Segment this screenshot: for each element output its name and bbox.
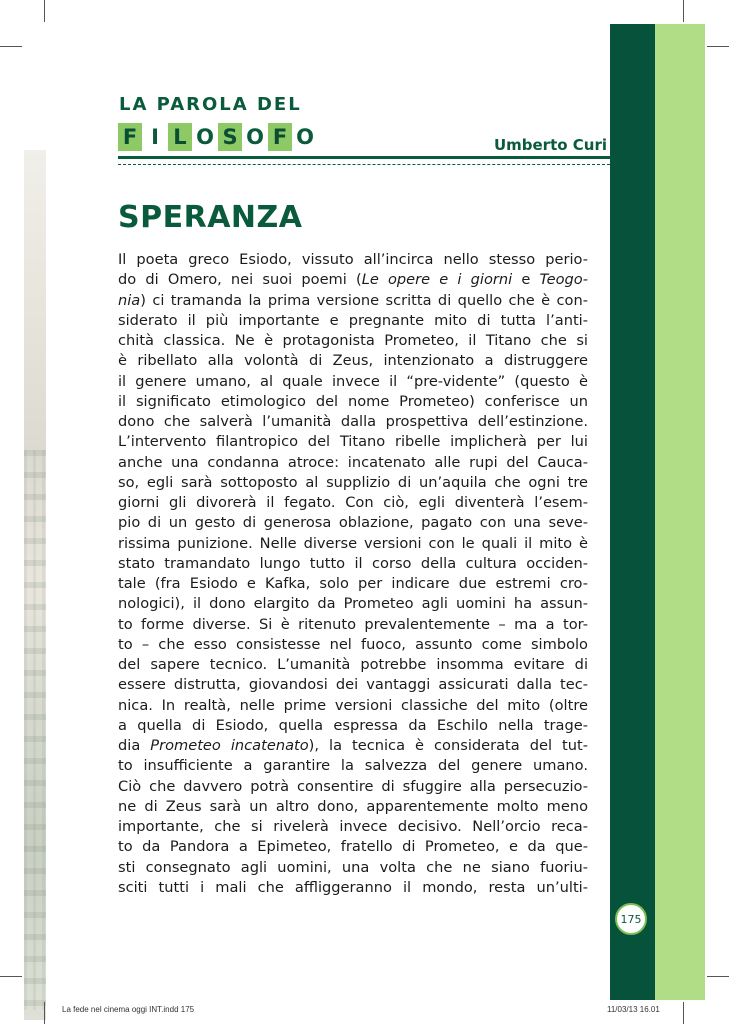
crop-mark: [0, 46, 22, 47]
text-line: [118, 311, 588, 331]
text-run: rissima punizione. Nelle diverse versioni con le quali il mito è: [118, 534, 588, 552]
text-line: [118, 655, 588, 675]
text-run: e: [512, 271, 540, 289]
letter-tile: L: [168, 123, 192, 151]
text-run: pio di un gesto di generosa oblazione, pagato con una seve-: [118, 514, 588, 532]
text-run: sciti tutti i mali che affliggeranno il mondo, resta un’ulti-: [118, 878, 588, 896]
text-run: del sapere tecnico. L’umanità potrebbe insomma evitare di: [118, 656, 588, 673]
text-line: [118, 797, 588, 817]
text-run: il genere umano, al quale invece il “pre-vidente” (questo è: [118, 372, 588, 390]
text-line: [118, 675, 588, 695]
header-rule: [118, 156, 610, 159]
text-line: [118, 473, 588, 493]
article-title: SPERANZA: [118, 200, 303, 235]
series-word: [118, 123, 317, 151]
text-run: nica. In realtà, nelle prime versioni classiche del mito (oltre: [118, 696, 588, 714]
italic-title: Teogo-: [539, 271, 588, 289]
text-run: do di Omero, nei suoi poemi (: [118, 271, 362, 289]
text-line: [118, 351, 588, 371]
letter-tile: I: [143, 123, 167, 151]
text-run: tale (fra Esiodo e Kafka, solo per indicare due estremi cro-: [118, 575, 588, 592]
text-line: [118, 513, 588, 533]
letter-tile: S: [218, 123, 242, 151]
side-band-light: [655, 24, 705, 1000]
text-run: stato tramandato lungo tutto il corso della cultura occiden-: [118, 554, 588, 572]
text-line: [118, 534, 588, 554]
text-line: [118, 858, 588, 878]
crop-mark: [44, 1002, 45, 1024]
series-label: LA PAROLA DEL: [119, 94, 302, 115]
italic-title: Prometeo incatenato: [150, 737, 309, 754]
text-line: [118, 412, 588, 432]
text-line: [118, 574, 588, 594]
letter-tile: F: [268, 123, 292, 151]
text-line: [118, 270, 588, 290]
text-run: è ribellato alla volontà di Zeus, intenzionato a distruggere: [118, 352, 588, 370]
footer-timestamp: 11/03/13 16.01: [607, 1005, 660, 1014]
letter-tile: F: [118, 123, 142, 151]
text-run: giorni gli divorerà il fegato. Con ciò, egli diventerà l’esem-: [118, 494, 588, 511]
text-line: [118, 432, 588, 452]
text-line: [118, 554, 588, 574]
crop-mark: [44, 0, 45, 22]
text-line: [118, 493, 588, 513]
text-run: ne di Zeus sarà un altro dono, apparentemente molto meno: [118, 797, 588, 815]
letter-tile: O: [293, 123, 317, 151]
text-line: [118, 291, 588, 311]
text-line: [118, 716, 588, 736]
text-line: [118, 594, 588, 614]
text-run: ) ci tramanda la prima versione scritta di quello che è con-: [140, 291, 588, 309]
text-line: [118, 250, 588, 270]
text-run: sti consegnato agli uomini, una volta che ne siano fuoriu-: [118, 858, 588, 876]
text-run: essere distrutta, giovandosi dei vantaggi assicurati dalla tec-: [118, 676, 588, 694]
text-line: [118, 756, 588, 776]
text-line: [118, 453, 588, 473]
text-run: Ciò che davvero potrà consentire di sfuggire alla persecuzio-: [118, 777, 588, 795]
text-run: importante, che si rivelerà invece decisivo. Nell’orcio reca-: [118, 818, 588, 835]
page-number: 175: [615, 903, 647, 935]
crop-mark: [683, 1002, 684, 1024]
text-run: chità classica. Ne è protagonista Prometeo, il Titano che si: [118, 332, 588, 349]
italic-title: nia: [118, 291, 141, 309]
photo-strip: [24, 150, 46, 1020]
text-run: to da Pandora a Epimeteo, fratello di Prometeo, e da que-: [118, 838, 588, 856]
text-run: L’intervento filantropico del Titano ribelle implicherà per lui: [118, 433, 588, 451]
crop-mark: [707, 976, 729, 977]
text-run: to insufficiente a garantire la salvezza del genere umano.: [118, 757, 588, 775]
text-run: dia: [118, 737, 151, 754]
letter-tile: O: [193, 123, 217, 151]
text-run: nologici), il dono elargito da Prometeo agli uomini ha assun-: [118, 595, 588, 613]
text-run: il significato etimologico del nome Prometeo) conferisce un: [118, 392, 588, 410]
crop-mark: [683, 0, 684, 22]
text-line: [118, 777, 588, 797]
text-run: so, egli sarà sottoposto al supplizio di un’aquila che ogni tre: [118, 473, 588, 491]
footer-filename: La fede nel cinema oggi INT.indd 175: [62, 1005, 195, 1014]
italic-title: Le opere e i giorni: [361, 271, 513, 289]
text-line: [118, 615, 588, 635]
text-run: to forme diverse. Si è ritenuto prevalentemente – ma a tor-: [118, 615, 588, 633]
text-run: to – che esso consistesse nel fuoco, assunto come simbolo: [118, 635, 588, 653]
text-line: [118, 372, 588, 392]
text-line: [118, 392, 588, 412]
text-run: dono che salverà l’umanità dalla prospettiva dell’estinzione.: [118, 413, 588, 430]
author-name: Umberto Curi: [493, 136, 607, 154]
text-line: [118, 696, 588, 716]
text-run: a quella di Esiodo, quella espressa da Eschilo nella trage-: [118, 716, 588, 734]
crop-mark: [707, 46, 729, 47]
text-line: [118, 331, 588, 351]
text-run: siderato il più importante e pregnante mito di tutta l’anti-: [118, 311, 588, 329]
header-dashed-rule: [118, 164, 610, 165]
text-line: [118, 736, 588, 756]
text-run: Il poeta greco Esiodo, vissuto all’incirca nello stesso perio-: [118, 251, 588, 268]
crop-mark: [0, 976, 22, 977]
text-run: ), la tecnica è considerata del tut-: [308, 737, 588, 754]
text-line: [118, 817, 588, 837]
text-line: [118, 635, 588, 655]
text-run: anche una condanna atroce: incatenato alle rupi del Cauca-: [118, 453, 588, 471]
letter-tile: O: [243, 123, 267, 151]
article-body: [118, 250, 588, 898]
text-line: [118, 837, 588, 857]
side-band-dark: [610, 24, 655, 1000]
text-line: [118, 878, 588, 898]
